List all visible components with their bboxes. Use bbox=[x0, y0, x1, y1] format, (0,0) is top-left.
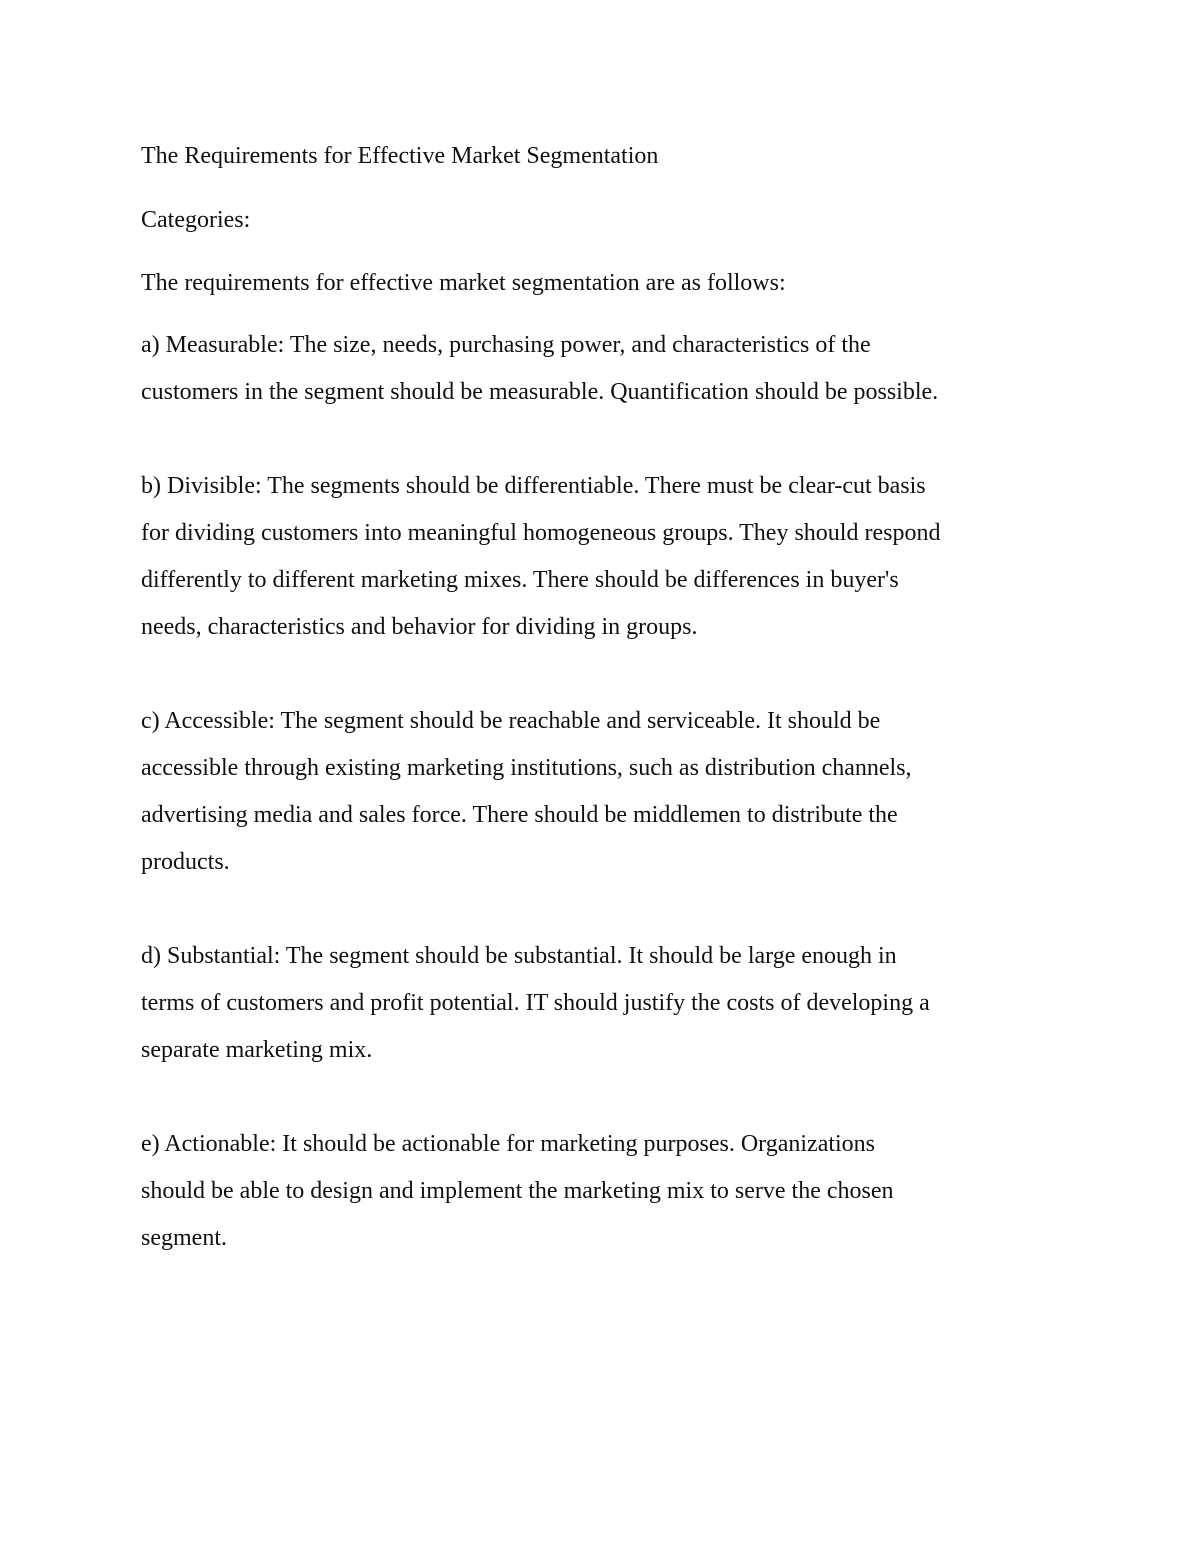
requirement-line: accessible through existing marketing institutions, such as distribution channels, bbox=[141, 755, 912, 781]
requirement-actionable bbox=[141, 1121, 1066, 1262]
requirement-line: terms of customers and profit potential. IT should justify the costs of developing a bbox=[141, 990, 930, 1016]
requirement-accessible bbox=[141, 698, 1066, 886]
requirement-line: for dividing customers into meaningful homogeneous groups. They should respond bbox=[141, 520, 941, 546]
requirement-line: should be able to design and implement the marketing mix to serve the chosen bbox=[141, 1178, 894, 1204]
requirement-line: products. bbox=[141, 849, 230, 875]
intro-paragraph: The requirements for effective market segmentation are as follows: bbox=[141, 270, 786, 296]
requirement-line: d) Substantial: The segment should be substantial. It should be large enough in bbox=[141, 943, 897, 969]
document-content bbox=[141, 133, 1066, 1262]
requirement-line: separate marketing mix. bbox=[141, 1037, 373, 1063]
categories-label: Categories: bbox=[141, 207, 251, 233]
document-title: The Requirements for Effective Market Segmentation bbox=[141, 143, 659, 169]
requirement-line: segment. bbox=[141, 1225, 227, 1251]
requirement-measurable bbox=[141, 322, 1066, 416]
requirement-line: e) Actionable: It should be actionable for marketing purposes. Organizations bbox=[141, 1131, 876, 1157]
requirement-line: a) Measurable: The size, needs, purchasing power, and characteristics of the bbox=[141, 332, 871, 358]
requirement-line: b) Divisible: The segments should be differentiable. There must be clear-cut basis bbox=[141, 473, 926, 499]
requirement-line: differently to different marketing mixes. There should be differences in buyer's bbox=[141, 567, 899, 593]
requirement-line: c) Accessible: The segment should be reachable and serviceable. It should be bbox=[141, 708, 881, 734]
requirement-substantial bbox=[141, 933, 1066, 1074]
requirement-divisible bbox=[141, 463, 1066, 651]
requirement-line: advertising media and sales force. There should be middlemen to distribute the bbox=[141, 802, 898, 828]
requirement-line: needs, characteristics and behavior for dividing in groups. bbox=[141, 614, 698, 640]
requirement-line: customers in the segment should be measurable. Quantification should be possible. bbox=[141, 379, 939, 405]
